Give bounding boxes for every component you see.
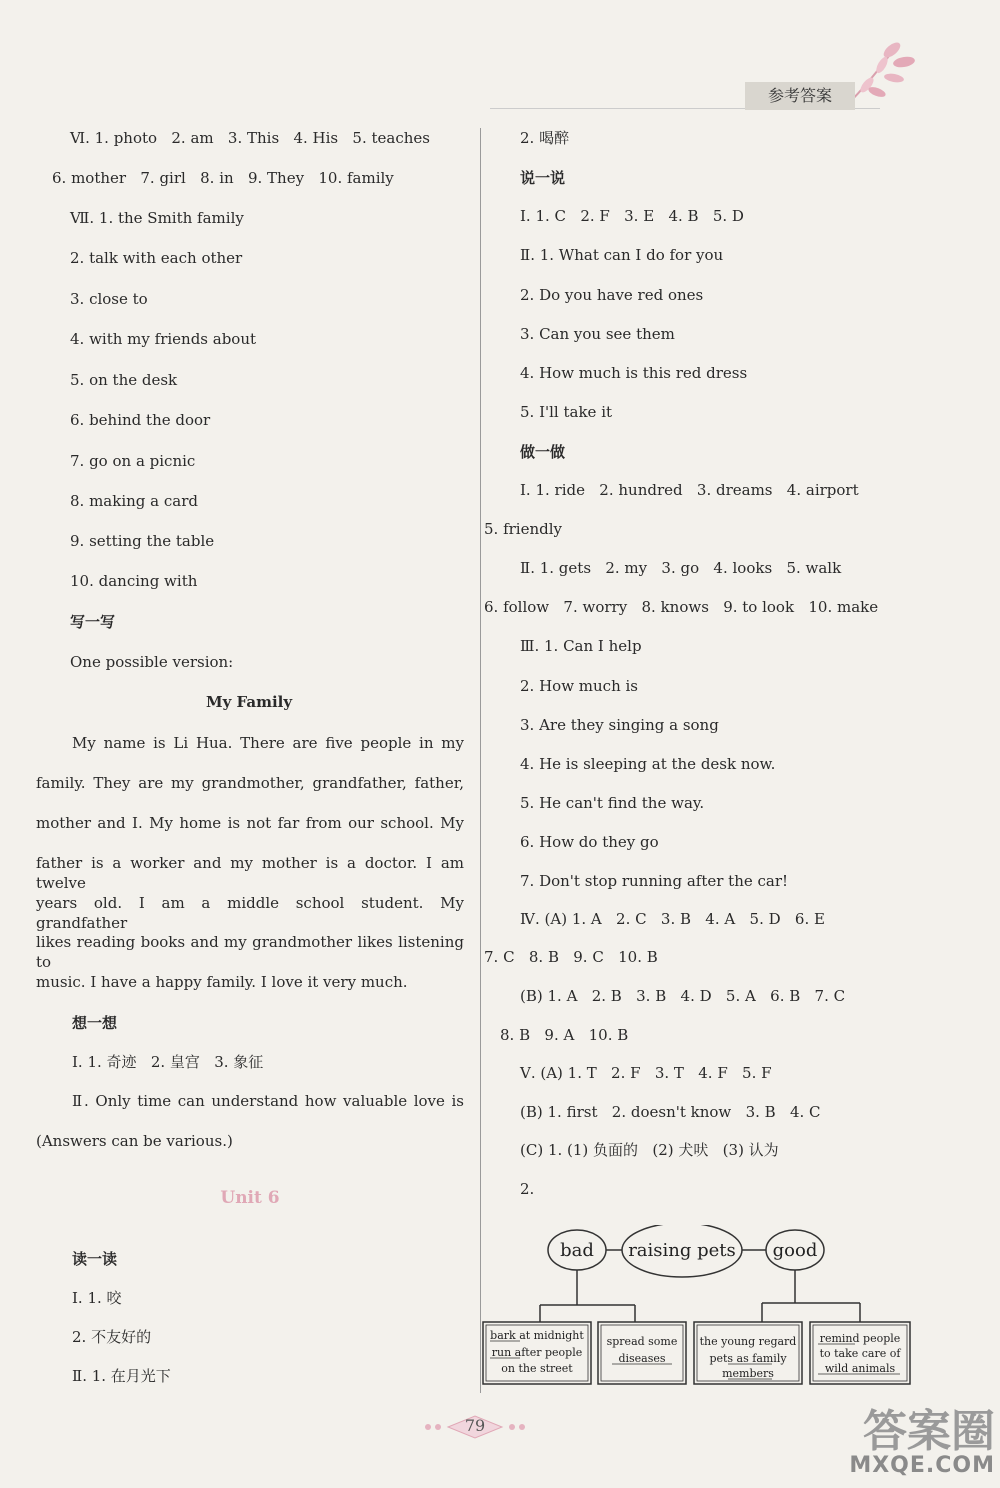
answer-key-tab: 参考答案	[745, 82, 855, 110]
answer-line: Ⅱ. 1. gets 2. my 3. go 4. looks 5. walk	[520, 559, 842, 577]
answer-line: Ⅰ. 1. C 2. F 3. E 4. B 5. D	[520, 207, 744, 225]
answer-line: 6. behind the door	[70, 411, 211, 429]
answer-line: 2. talk with each other	[70, 249, 243, 267]
answer-line: 6. follow 7. worry 8. knows 9. to look 10. make	[484, 598, 879, 616]
essay-line: years old. I am a middle school student. My grandfather	[36, 894, 464, 932]
answer-line: 6. mother 7. girl 8. in 9. They 10. family	[52, 169, 394, 187]
raising-pets-mind-map	[480, 1225, 920, 1390]
answer-line: 5. on the desk	[70, 371, 178, 389]
essay-title: My Family	[206, 693, 293, 711]
answer-line: 7. go on a picnic	[70, 452, 196, 470]
essay-line: likes reading books and my grandmother likes listening to	[36, 933, 464, 971]
box-text: the young regard	[699, 1335, 797, 1348]
answer-line: 4. with my friends about	[70, 330, 257, 348]
answer-line: 7. Don't stop running after the car!	[520, 872, 789, 890]
answer-line: Ⅵ. 1. photo 2. am 3. This 4. His 5. teaches	[70, 129, 430, 147]
essay-line: music. I have a happy family. I love it very much.	[36, 973, 408, 991]
answer-line: Ⅶ. 1. the Smith family	[70, 209, 244, 227]
answer-line: 5. He can't find the way.	[520, 794, 705, 812]
answer-line: 2.	[520, 1180, 535, 1198]
answer-line: 4. He is sleeping at the desk now.	[520, 755, 776, 773]
answer-line: Ⅰ. 1. ride 2. hundred 3. dreams 4. airport	[520, 481, 859, 499]
answer-line: 2. How much is	[520, 677, 639, 695]
box-text: diseases	[618, 1352, 666, 1365]
column-divider	[480, 128, 481, 1393]
answer-line: 2. 不友好的	[72, 1328, 152, 1346]
section-heading-do: 做一做	[520, 443, 566, 461]
answer-line: 10. dancing with	[70, 572, 198, 590]
essay-line: mother and I. My home is not far from our school. My	[36, 814, 464, 832]
section-heading-read: 读一读	[72, 1250, 118, 1268]
answer-line: (B) 1. first 2. doesn't know 3. B 4. C	[520, 1103, 821, 1121]
essay-line: family. They are my grandmother, grandfather, father,	[36, 774, 464, 792]
box-text: pets as family	[709, 1352, 787, 1365]
watermark-url: MXQE.COM	[849, 1453, 995, 1478]
box-text: remind people	[819, 1332, 901, 1345]
bad-label: bad	[560, 1240, 594, 1261]
answer-line: Ⅲ. 1. Can I help	[520, 637, 642, 655]
section-heading-speak: 说一说	[520, 169, 566, 187]
answer-line: Ⅰ. 1. 奇迹 2. 皇宫 3. 象征	[72, 1053, 264, 1071]
watermark-logo: 答案圈	[863, 1406, 995, 1457]
answer-line: Ⅴ. (A) 1. T 2. F 3. T 4. F 5. F	[520, 1064, 772, 1082]
answer-line: Ⅰ. 1. 咬	[72, 1289, 122, 1307]
answer-line: Ⅱ. 1. 在月光下	[72, 1367, 171, 1385]
answer-line: 8. making a card	[70, 492, 198, 510]
answer-line: Ⅱ. 1. What can I do for you	[520, 246, 724, 264]
answer-line: (C) 1. (1) 负面的 (2) 犬吠 (3) 认为	[520, 1141, 779, 1159]
answer-line: 8. B 9. A 10. B	[500, 1026, 629, 1044]
answer-line: 7. C 8. B 9. C 10. B	[484, 948, 658, 966]
raising-pets-label: raising pets	[628, 1240, 736, 1261]
answer-line: 3. Are they singing a song	[520, 716, 719, 734]
box-text: run after people	[491, 1346, 583, 1359]
unit-title: Unit 6	[220, 1188, 280, 1208]
section-heading-write: 写一写	[70, 613, 116, 631]
box-text: wild animals	[824, 1362, 896, 1375]
page-number-text: 79	[464, 1416, 486, 1435]
answer-line: One possible version:	[70, 653, 234, 671]
answer-line: Ⅱ. Only time can understand how valuable love is	[72, 1092, 464, 1110]
watermark	[795, 1395, 995, 1485]
box-text: on the street	[501, 1362, 573, 1375]
answer-line: Ⅳ. (A) 1. A 2. C 3. B 4. A 5. D 6. E	[520, 910, 825, 928]
answer-line: 5. I'll take it	[520, 403, 613, 421]
box-text: to take care of	[819, 1347, 901, 1360]
essay-line: My name is Li Hua. There are five people in my	[72, 734, 464, 752]
answer-line: 2. 喝醉	[520, 129, 570, 147]
page-number	[420, 1412, 530, 1442]
answer-line: 3. Can you see them	[520, 325, 675, 343]
answer-line: 5. friendly	[484, 520, 563, 538]
box-text: spread some	[606, 1335, 678, 1348]
answer-line: (Answers can be various.)	[36, 1132, 233, 1150]
answer-line: 3. close to	[70, 290, 148, 308]
good-label: good	[772, 1240, 818, 1261]
essay-line: father is a worker and my mother is a doctor. I am twelve	[36, 854, 464, 892]
box-text: members	[722, 1367, 774, 1380]
section-heading-think: 想一想	[72, 1014, 118, 1032]
answer-line: 4. How much is this red dress	[520, 364, 748, 382]
box-text: bark at midnight	[490, 1329, 584, 1342]
answer-line: 6. How do they go	[520, 833, 659, 851]
answer-line: 2. Do you have red ones	[520, 286, 704, 304]
answer-line: 9. setting the table	[70, 532, 215, 550]
answer-line: (B) 1. A 2. B 3. B 4. D 5. A 6. B 7. C	[520, 987, 846, 1005]
